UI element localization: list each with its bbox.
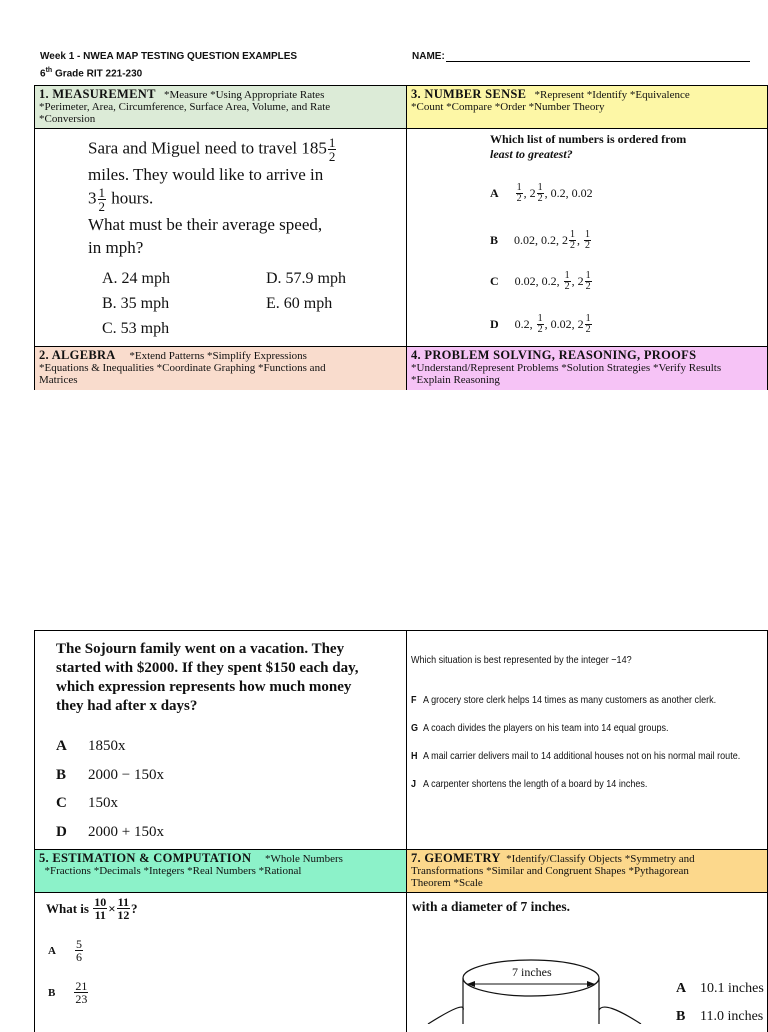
sojourn-text-2: started with $2000. If they spent $150 each day, xyxy=(56,660,359,676)
sojourn-text-1: The Sojourn family went on a vacation. They xyxy=(56,641,345,657)
name-line[interactable] xyxy=(446,61,750,62)
problem-solving-topics-2: *Explain Reasoning xyxy=(411,374,500,386)
number-sense-topics-1: *Represent *Identify *Equivalence xyxy=(534,89,690,101)
fraction-numerator: 10 xyxy=(94,895,107,909)
cylinder-option-a[interactable] xyxy=(676,975,764,1003)
fraction-denominator: 2 xyxy=(98,199,105,214)
option-letter: A xyxy=(56,738,67,754)
speed-question-text-5: in mph? xyxy=(88,238,144,257)
grade-suffix: th xyxy=(45,67,53,74)
option-b-value xyxy=(514,230,592,251)
half-fraction xyxy=(585,271,592,292)
fraction-numerator: 1 xyxy=(564,270,570,281)
speed-option-a[interactable]: A. 24 mph xyxy=(102,270,170,287)
algebra-title: 2. ALGEBRA xyxy=(39,348,116,362)
integer-option-h[interactable] xyxy=(411,742,740,770)
sojourn-text-4: they had after x days? xyxy=(56,698,198,714)
option-c-head: 0.02, 0.2, xyxy=(514,274,560,288)
fraction-denominator: 11 xyxy=(94,908,106,922)
fraction-numerator: 21 xyxy=(75,979,88,993)
mixed-whole: 2 xyxy=(562,233,569,247)
fraction-denominator: 2 xyxy=(328,149,336,164)
fraction-numerator: 1 xyxy=(585,270,591,281)
option-text: A carpenter shortens the length of a board by 14 inches. xyxy=(423,778,648,790)
grade-range: Grade RIT 221-230 xyxy=(52,68,143,80)
integer-options xyxy=(411,686,740,798)
number-sense-topics-2: *Count *Compare *Order *Number Theory xyxy=(411,101,605,113)
estimation-topics-2: *Fractions *Decimals *Integers *Real Numbers *Rational xyxy=(44,865,302,877)
sojourn-option-c[interactable] xyxy=(56,789,164,818)
speed-question-text-2: miles. They would like to arrive in xyxy=(88,165,324,184)
sojourn-text-3: which expression represents how much money xyxy=(56,679,352,695)
fraction-numerator: 1 xyxy=(328,135,336,150)
worksheet-title: Week 1 - NWEA MAP TESTING QUESTION EXAMPLES xyxy=(40,51,298,62)
algebra-topics-2: *Equations & Inequalities *Coordinate Graphing *Functions and xyxy=(39,362,326,374)
option-text: 11.0 inches xyxy=(700,1009,764,1024)
option-expression: 150x xyxy=(88,795,118,811)
fraction-denominator: 2 xyxy=(570,240,576,251)
fraction-denominator: 6 xyxy=(75,950,82,964)
fraction-denominator: 2 xyxy=(516,193,522,204)
option-d-head: 0.2, xyxy=(514,317,533,331)
fraction-question xyxy=(46,896,138,921)
speed-fraction xyxy=(328,136,337,163)
option-letter: H xyxy=(411,750,418,762)
option-fraction xyxy=(74,980,88,1005)
times-symbol: × xyxy=(108,900,116,916)
sojourn-option-b[interactable] xyxy=(56,761,164,790)
cylinder-option-b[interactable] xyxy=(676,1003,764,1031)
fraction-denominator: 2 xyxy=(585,324,591,335)
option-letter: B xyxy=(56,766,67,783)
speed-question-text-3: hours. xyxy=(111,188,154,208)
fraction-denominator: 2 xyxy=(537,193,543,204)
geometry-header xyxy=(406,849,768,893)
fraction-numerator: 1 xyxy=(98,185,105,200)
fraction-numerator: 1 xyxy=(585,313,591,324)
option-d-value xyxy=(515,314,593,335)
option-text: A coach divides the players on his team into 14 equal groups. xyxy=(423,722,669,734)
mixed-whole: 2 xyxy=(577,317,584,331)
sojourn-option-a[interactable] xyxy=(56,732,164,761)
half-fraction xyxy=(537,183,544,204)
number-sense-title: 3. NUMBER SENSE xyxy=(411,87,527,101)
measurement-title: 1. MEASUREMENT xyxy=(39,87,156,101)
fraction-denominator: 2 xyxy=(564,281,570,292)
option-text: 10.1 inches xyxy=(700,981,764,996)
grade-number: 6 xyxy=(40,68,46,80)
fraction-denominator: 2 xyxy=(585,281,591,292)
measurement-topics-3: *Conversion xyxy=(39,113,96,125)
speed-question-text-1: Sara and Miguel need to travel 185 xyxy=(88,138,327,158)
fraction-denominator: 2 xyxy=(585,240,591,251)
order-option-c[interactable] xyxy=(490,271,593,292)
half-fraction xyxy=(564,271,571,292)
estimation-header xyxy=(34,849,407,893)
option-letter: B xyxy=(48,986,56,999)
fraction-numerator: 1 xyxy=(516,182,522,193)
option-letter: D xyxy=(56,823,67,840)
option-c-value xyxy=(515,271,593,292)
option-letter: B xyxy=(676,1009,686,1024)
fraction-denominator: 12 xyxy=(117,908,130,922)
option-a-value xyxy=(515,183,593,204)
geometry-topics-2: Transformations *Similar and Congruent Shapes *Pythagorean xyxy=(411,865,689,877)
option-letter: A xyxy=(490,186,499,200)
speed-question xyxy=(88,136,388,259)
integer-question-text: Which situation is best represented by the integer −14? xyxy=(411,654,632,666)
half-fraction xyxy=(585,314,592,335)
option-letter: C xyxy=(56,795,67,811)
separator: , xyxy=(523,186,527,200)
what-is-text: What is xyxy=(46,900,89,916)
number-sense-header xyxy=(406,85,768,129)
fraction-numerator: 1 xyxy=(537,182,543,193)
fraction-numerator: 1 xyxy=(537,313,543,324)
speed-option-d[interactable]: D. 57.9 mph xyxy=(266,270,346,287)
speed-options-right xyxy=(266,266,346,316)
geometry-topics-3: Theorem *Scale xyxy=(411,877,483,889)
question-mark: ? xyxy=(131,900,138,916)
fraction-numerator: 5 xyxy=(75,937,82,951)
option-fraction xyxy=(75,938,83,963)
order-question-text-2: least to greatest? xyxy=(490,147,573,161)
speed-option-c[interactable]: C. 53 mph xyxy=(102,320,170,337)
option-letter: C xyxy=(490,274,499,288)
cylinder-base-left-curve xyxy=(428,1007,463,1024)
option-a-tail: , 0.2, 0.02 xyxy=(544,186,593,200)
option-letter: A xyxy=(676,981,687,996)
fraction-two xyxy=(117,896,130,921)
option-d-mid: , 0.02, xyxy=(544,317,575,331)
sojourn-option-d[interactable] xyxy=(56,818,164,847)
option-expression: 2000 − 150x xyxy=(88,766,164,783)
order-option-b[interactable] xyxy=(490,230,592,251)
geometry-title: 7. GEOMETRY xyxy=(411,851,501,865)
hours-whole: 3 xyxy=(88,188,97,208)
fraction-numerator: 1 xyxy=(570,229,576,240)
cylinder-base-right-curve xyxy=(599,1007,641,1024)
estimation-topics-1: *Whole Numbers xyxy=(265,853,343,865)
fraction-numerator: 11 xyxy=(117,895,129,909)
half-fraction xyxy=(516,183,523,204)
sojourn-options xyxy=(56,732,164,846)
algebra-header xyxy=(34,346,407,390)
problem-solving-topics-1: *Understand/Represent Problems *Solution Strategies *Verify Results xyxy=(411,362,722,374)
fraction-denominator: 2 xyxy=(537,324,543,335)
order-question xyxy=(490,132,686,162)
option-expression: 1850x xyxy=(88,738,126,754)
half-fraction xyxy=(569,230,576,251)
measurement-header xyxy=(34,85,407,129)
measurement-topics-2: *Perimeter, Area, Circumference, Surface Area, Volume, and Rate xyxy=(39,101,331,113)
order-question-text-1: Which list of numbers is ordered from xyxy=(490,132,687,146)
grade-level xyxy=(40,64,142,80)
fraction-option-a[interactable] xyxy=(48,938,84,963)
measurement-topics-1: *Measure *Using Appropriate Rates xyxy=(163,89,325,101)
speed-question-text-4: What must be their average speed, xyxy=(88,215,323,234)
option-letter: D xyxy=(490,317,499,331)
option-letter: J xyxy=(411,778,417,790)
problem-solving-header xyxy=(406,346,768,390)
fraction-option-b[interactable] xyxy=(48,980,89,1005)
option-letter: F xyxy=(411,694,417,706)
sojourn-question xyxy=(56,640,359,716)
speed-option-b[interactable]: B. 35 mph xyxy=(102,295,170,312)
cylinder-question-text: with a diameter of 7 inches. xyxy=(412,899,570,914)
mixed-whole: 2 xyxy=(577,274,584,288)
algebra-topics-1: *Extend Patterns *Simplify Expressions xyxy=(129,350,307,362)
problem-solving-title: 4. PROBLEM SOLVING, REASONING, PROOFS xyxy=(411,348,697,362)
estimation-title: 5. ESTIMATION & COMPUTATION xyxy=(39,851,252,865)
integer-option-j[interactable] xyxy=(411,770,740,798)
fraction-denominator: 23 xyxy=(75,992,88,1006)
order-option-a[interactable] xyxy=(490,183,593,204)
option-text: A grocery store clerk helps 14 times as many customers as another clerk. xyxy=(423,694,717,706)
option-letter: A xyxy=(48,944,56,957)
fraction-one xyxy=(93,896,107,921)
cylinder-options xyxy=(676,975,764,1031)
fraction-numerator: 1 xyxy=(585,229,591,240)
half-fraction xyxy=(584,230,591,251)
separator: , xyxy=(571,274,575,288)
name-label: NAME: xyxy=(412,51,445,62)
option-text: A mail carrier delivers mail to 14 additional houses not on his normal mail route. xyxy=(423,750,741,762)
geometry-topics-1: *Identify/Classify Objects *Symmetry and xyxy=(506,853,695,865)
option-b-head: 0.02, 0.2, xyxy=(514,233,560,247)
option-letter: B xyxy=(490,233,499,247)
integer-option-f[interactable] xyxy=(411,686,740,714)
order-option-d[interactable] xyxy=(490,314,593,335)
half-fraction xyxy=(537,314,544,335)
hours-fraction xyxy=(98,186,107,213)
integer-option-g[interactable] xyxy=(411,714,740,742)
speed-options-left xyxy=(102,266,170,341)
option-expression: 2000 + 150x xyxy=(88,823,164,840)
speed-option-e[interactable]: E. 60 mph xyxy=(266,295,333,312)
diameter-label: 7 inches xyxy=(512,965,552,979)
algebra-topics-3: Matrices xyxy=(39,374,78,386)
separator: , xyxy=(577,233,581,247)
mixed-whole: 2 xyxy=(529,186,536,200)
option-letter: G xyxy=(411,722,419,734)
